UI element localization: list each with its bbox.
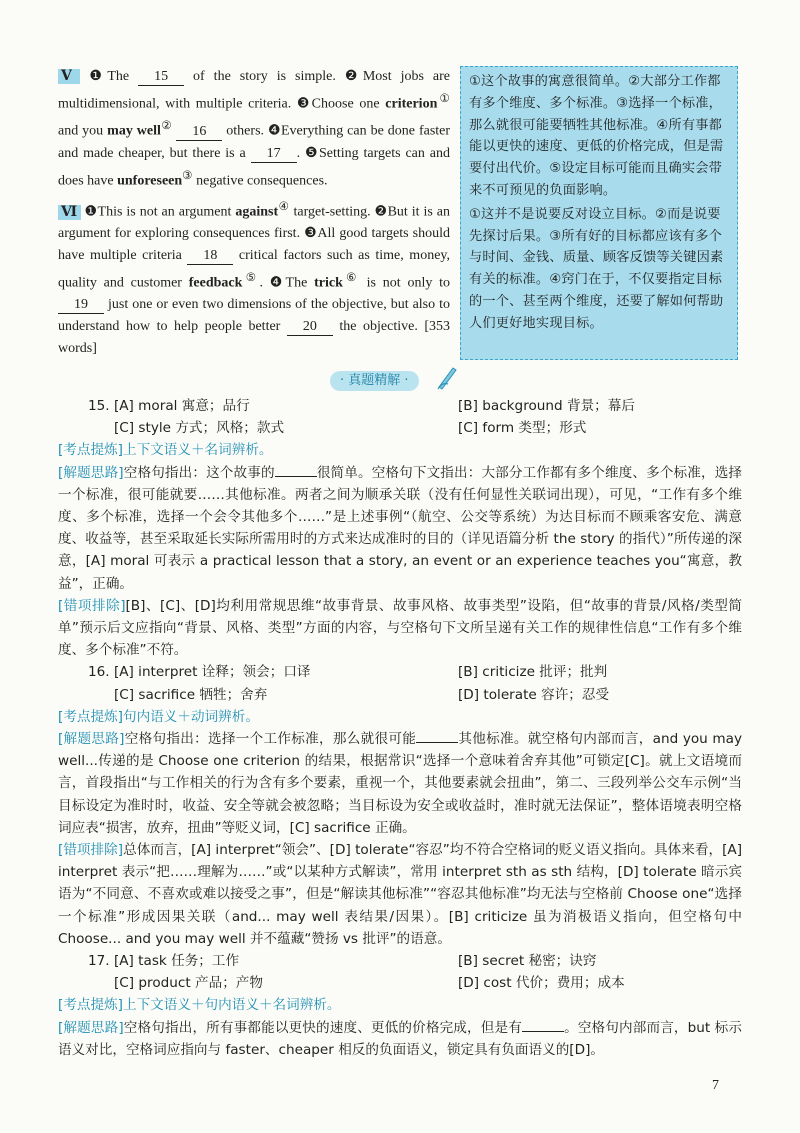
option-text: 17. [A] task 任务；工作 xyxy=(88,953,240,970)
option-text: [D] tolerate 容许；忍受 xyxy=(458,686,610,703)
answer-gap xyxy=(275,464,317,477)
answer-gap xyxy=(416,730,458,743)
section-banner: · 真题精解 · xyxy=(330,371,419,391)
q17-options-row2 xyxy=(58,972,742,994)
passage-text-span: ❶The xyxy=(89,69,130,84)
passage-text-span: and you xyxy=(58,123,104,139)
answer-gap xyxy=(522,1019,564,1032)
q15-options-row1 xyxy=(58,395,742,417)
footnote-mark: ⑥ xyxy=(342,271,360,284)
footnote-mark: ④ xyxy=(278,199,290,213)
blank-18: 18 xyxy=(187,248,233,265)
passage-text-span: just one or even two dimensions of the objective, but also to understand how to help people better xyxy=(58,297,451,335)
blank-20: 20 xyxy=(287,319,333,336)
translation-box xyxy=(460,66,738,360)
q15-options-row2 xyxy=(58,417,742,439)
footnote-mark: ② xyxy=(160,119,173,133)
passage-text-span: critical factors such as time, money, quality and customer xyxy=(58,248,451,291)
option-text: [B] secret 秘密；诀窍 xyxy=(458,953,597,970)
passage-paragraph-5 xyxy=(58,66,450,192)
key-point-tag: [考点提炼] xyxy=(58,997,123,1014)
blank-15: 15 xyxy=(138,69,184,86)
option-text: [C] form 类型；形式 xyxy=(458,420,587,437)
solution-tag: [解题思路] xyxy=(58,464,124,481)
solution-text: 空格句指出：这个故事的 xyxy=(123,464,275,481)
solution-text: 很简单。空格句下文指出：大部分工作都有多个维度、多个标准，选择一个标准，很可能就要……其他标准。两者之间为顺承关联（没有任何显性关联词出现），可见，“工作有多个维度、多个标准，选择一个会令其他多个……”是上述事例“（航空、公交等系统）为达目标而不顾乘客安危、满意度、收益等，甚至采取延长实际所需用时的方式来达成准时的目的（详见语篇分析 the story 的指代）”所传递的深意，[A] moral 可表示 a practical lesson that a story, an event or an experience teaches you“寓意，教益”，正确。 xyxy=(58,464,743,592)
q17-key-point xyxy=(58,994,742,1016)
blank-16: 16 xyxy=(176,124,222,141)
q17-solution xyxy=(58,1017,742,1061)
passage-text-span: others. ❹Everything can be done faster and made cheaper, but there is a xyxy=(58,123,451,161)
key-point-text: 上下文语义＋名词辨析。 xyxy=(122,442,273,459)
footnote-mark: ③ xyxy=(182,168,193,182)
passage-text-span: negative consequences. xyxy=(196,173,328,189)
blank-17: 17 xyxy=(251,146,297,163)
exclusion-tag: [错项排除] xyxy=(58,842,124,859)
paragraph-number: Ⅵ xyxy=(58,205,81,220)
q16-solution xyxy=(58,728,742,839)
q16-options-row1 xyxy=(58,661,742,683)
vocab-word: feedback xyxy=(188,275,243,291)
key-point-text: 上下文语义＋句内语义＋名词辨析。 xyxy=(122,997,341,1014)
blank-19: 19 xyxy=(58,297,104,314)
translation-paragraph-6: ①这并不是说要反对设立目标。②而是说要先探讨后果。③所有好的目标都应该有多个与时间、金钱、质量、顾客反馈等关键因素有关的标准。④窍门在于，不仅要指定目标的一个、甚至两个维度，还要了解如何帮助人们更好地实现目标。 xyxy=(469,206,724,331)
q16-exclusion xyxy=(58,839,742,950)
option-text: [D] cost 代价；费用；成本 xyxy=(458,975,625,992)
option-text: [C] sacrifice 牺牲；舍弃 xyxy=(114,686,268,703)
key-point-tag: [考点提炼] xyxy=(58,442,123,459)
option-text: 16. [A] interpret 诠释；领会；口译 xyxy=(88,664,311,681)
option-text: [B] background 背景；幕后 xyxy=(458,398,635,414)
passage-text xyxy=(58,66,450,364)
paragraph-number: Ⅴ xyxy=(58,69,80,84)
passage-text-span: ❶This is not an argument xyxy=(84,204,232,220)
q15-solution xyxy=(58,462,742,595)
q16-options-row2 xyxy=(58,684,742,706)
passage-text-span: . ❹The xyxy=(259,275,308,291)
q16-key-point xyxy=(58,706,742,728)
passage-text-span: . ❺Setting targets can and does have xyxy=(58,145,450,189)
option-text: [C] style 方式；风格；款式 xyxy=(114,420,285,437)
q17-options-row1 xyxy=(58,950,742,972)
pen-icon xyxy=(436,364,458,390)
solution-text: 。空格句内部而言，but 标示语义对比，空格词应指向与 faster、cheaper 相反的负面语义，锁定具有负面语义的[D]。 xyxy=(58,1019,743,1058)
passage-text-span: of the story is simple. ❷Most jobs are multidimensional, with multiple criteria. ❸Choose one xyxy=(58,69,450,112)
solution-text: 其他标准。就空格句内部而言，and you may well...传递的是 Choose one criterion 的结果，根据常识“选择一个意味着舍弃其他”可锁定[C]。就上文语境而言，首段指出“与工作相关的行为含有多个要素，重视一个，其他要素就会扭曲”，第二、三段列举公交车示例“当目标设定为准时时，收益、安全等就会被忽略；当目标设为安全或收益时，准时就无法保证”，整体语境表明空格词应表“损害，放弃，扭曲”等贬义词，[C] sacrifice 正确。 xyxy=(58,731,743,836)
explanations xyxy=(58,395,742,1061)
exclusion-text: [B]、[C]、[D]均利用常规思维“故事背景、故事风格、故事类型”设陷，但“故事的背景/风格/类型简单”预示后文应指向“背景、风格、类型”方面的内容，与空格句下文所呈递有关工作的规律性信息“工作有多个维度、多个标准”不符。 xyxy=(58,597,742,659)
vocab-word: trick xyxy=(314,275,343,291)
passage-paragraph-6 xyxy=(58,196,450,360)
passage-text-span: target-setting. ❷But it is an argument for exploring consequences first. ❸All good targets should have multiple criteria xyxy=(58,204,451,264)
vocab-word: against xyxy=(235,204,279,220)
passage-text-span: the objective. [353 words] xyxy=(58,319,451,357)
solution-tag: [解题思路] xyxy=(58,1019,124,1036)
option-text: [C] product 产品；产物 xyxy=(114,975,263,992)
passage-text-span: is not only to xyxy=(366,275,451,291)
exclusion-text: 总体而言，[A] interpret“领会”、[D] tolerate“容忍”均不符合空格词的贬义语义指向。具体来看，[A] interpret 表示“把……理解为……”或“以某种方式解读”，常用 interpret sth as sth 结构，[D] tolerate 暗示宾语为“不同意、不喜欢或难以接受之事”，但是“解读其他标准”“容忍其他标准”均无法与空格前 Choose one“选择一个标准”形成因果关联（and... may well 表结果/因果）。[B] criticize 虽为消极语义指向，但空格句中 Choose... and you may well 并不蕴藏“赞扬 vs 批评”的语意。 xyxy=(58,842,743,947)
footnote-mark: ① xyxy=(437,91,450,105)
solution-tag: [解题思路] xyxy=(58,731,125,748)
q15-key-point xyxy=(58,439,742,461)
solution-text: 空格句指出：选择一个工作标准，那么就很可能 xyxy=(124,731,417,748)
translation-paragraph-5: ①这个故事的寓意很简单。②大部分工作都有多个维度、多个标准。③选择一个标准，那么就很可能要牺牲其他标准。④所有事都能以更快的速度、更低的价格完成，但是需要付出代价。⑤设定目标可能而且确实会带来不可预见的负面影响。 xyxy=(469,74,724,198)
vocab-word: criterion xyxy=(385,96,438,112)
page-number: 7 xyxy=(712,1078,719,1093)
exclusion-tag: [错项排除] xyxy=(58,597,126,614)
key-point-tag: [考点提炼] xyxy=(58,708,123,725)
option-text: [B] criticize 批评；批判 xyxy=(458,664,608,681)
key-point-text: 句内语义＋动词辨析。 xyxy=(122,708,259,725)
solution-text: 空格句指出，所有事都能以更快的速度、更低的价格完成，但是有 xyxy=(123,1019,522,1036)
footnote-mark: ⑤ xyxy=(242,271,260,284)
q15-exclusion xyxy=(58,595,742,662)
option-text: 15. [A] moral 寓意；品行 xyxy=(88,398,250,414)
vocab-word: may well xyxy=(107,123,161,139)
vocab-word: unforeseen xyxy=(117,173,183,189)
